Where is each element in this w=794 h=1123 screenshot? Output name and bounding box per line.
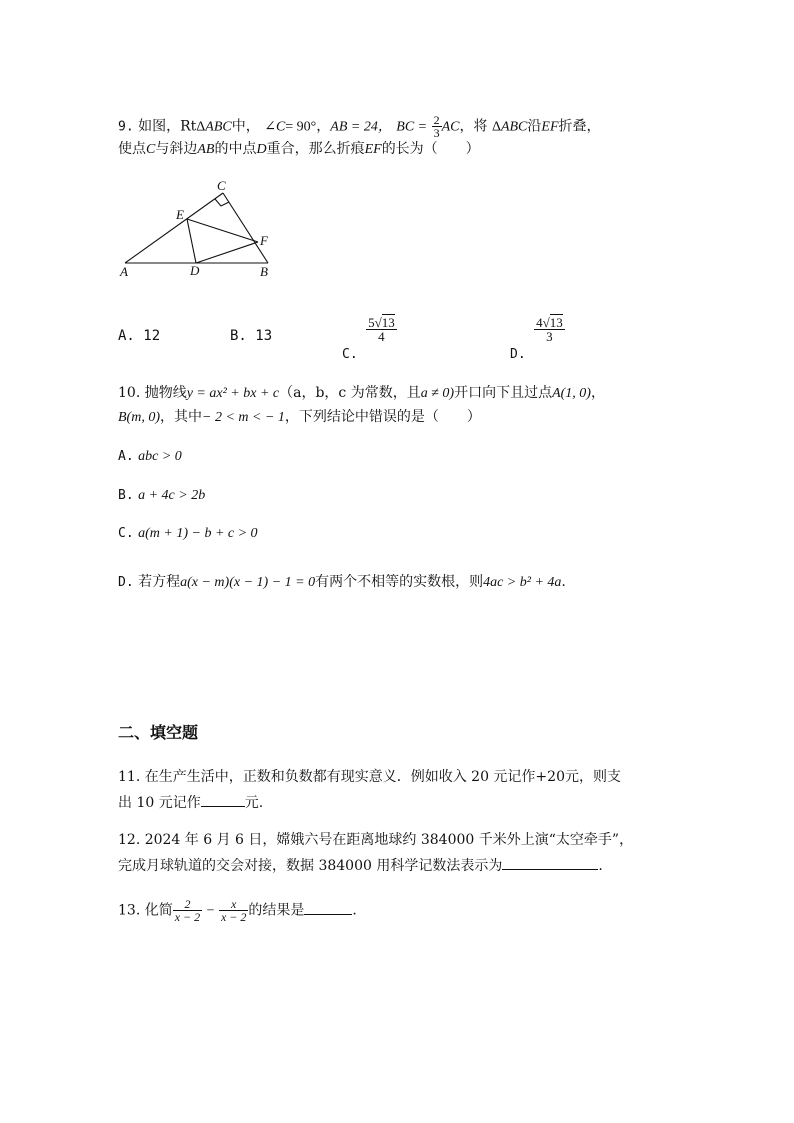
q9-figure	[110, 175, 310, 285]
q9-option-d[interactable]: D. $\frac{4√13}{3}$	[510, 315, 563, 362]
label-d: D	[190, 263, 200, 278]
segment-df	[196, 242, 258, 263]
q9-number: 9.	[118, 119, 134, 135]
q13-line: 13. 化简 $\frac{2}{x - 2}$ − $\frac{x}{x - 2}$ 的结果是 .	[118, 897, 357, 924]
q9-option-a[interactable]: A. 12	[118, 328, 161, 344]
q11-line2: 出 10 元记作 元.	[118, 792, 263, 812]
q9-line2: 使点C与斜边AB的中点D重合，那么折痕EF的长为（ ）	[118, 141, 480, 157]
label-f: F	[260, 233, 268, 248]
q11-line1: 11. 在生产生活中，正数和负数都有现实意义．例如收入 20 元记作+20元，则支	[118, 769, 621, 785]
segment-ed	[187, 219, 196, 263]
section-title: 二、填空题	[118, 723, 199, 742]
label-e: E	[176, 207, 184, 222]
q9-option-b[interactable]: B. 13	[230, 328, 273, 344]
q10-line1: 10. 抛物线y = ax² + bx + c（a，b，c 为常数，且a ≠ 0)开口向下且过点A(1, 0)，	[118, 385, 605, 401]
q10-line2: B(m, 0)，其中− 2 < m < − 1，下列结论中错误的是（ ）	[118, 409, 481, 425]
q10-option-a[interactable]: A. abc > 0	[118, 449, 182, 464]
q9-line1: 9. 如图，RtΔABC中， ∠C= 90°，AB = 24， BC = $\frac{2}{3}$ AC，将 ΔABC沿EF折叠，	[118, 113, 601, 140]
segment-cb	[223, 193, 268, 263]
q10-option-b[interactable]: B. a + 4c > 2b	[118, 488, 206, 503]
label-c: C	[217, 178, 226, 193]
segment-ac	[125, 193, 223, 263]
label-b: B	[260, 264, 268, 279]
q12-answer-blank[interactable]	[502, 855, 598, 870]
q13-answer-blank[interactable]	[304, 900, 352, 915]
q9-option-c[interactable]: C. $\frac{5√13}{4}$	[342, 315, 395, 362]
q13-fraction-1: $\frac{2}{x - 2}$	[174, 897, 201, 924]
q11-answer-blank[interactable]	[201, 792, 245, 807]
q13-fraction-2: $\frac{x}{x - 2}$	[220, 897, 247, 924]
q12-line1: 12. 2024 年 6 月 6 日，嫦娥六号在距离地球约 384000 千米外上演“太空牵手”，	[118, 832, 634, 848]
label-a: A	[120, 264, 128, 279]
q10-option-c[interactable]: C. a(m + 1) − b + c > 0	[118, 526, 258, 541]
q9-fraction: $\frac{2}{3}$	[433, 113, 440, 140]
q10-option-d[interactable]: D. 若方程a(x − m)(x − 1) − 1 = 0有两个不相等的实数根，则4ac > b² + 4a.	[118, 574, 566, 590]
q12-line2: 完成月球轨道的交会对接，数据 384000 用科学记数法表示为 .	[118, 855, 603, 875]
